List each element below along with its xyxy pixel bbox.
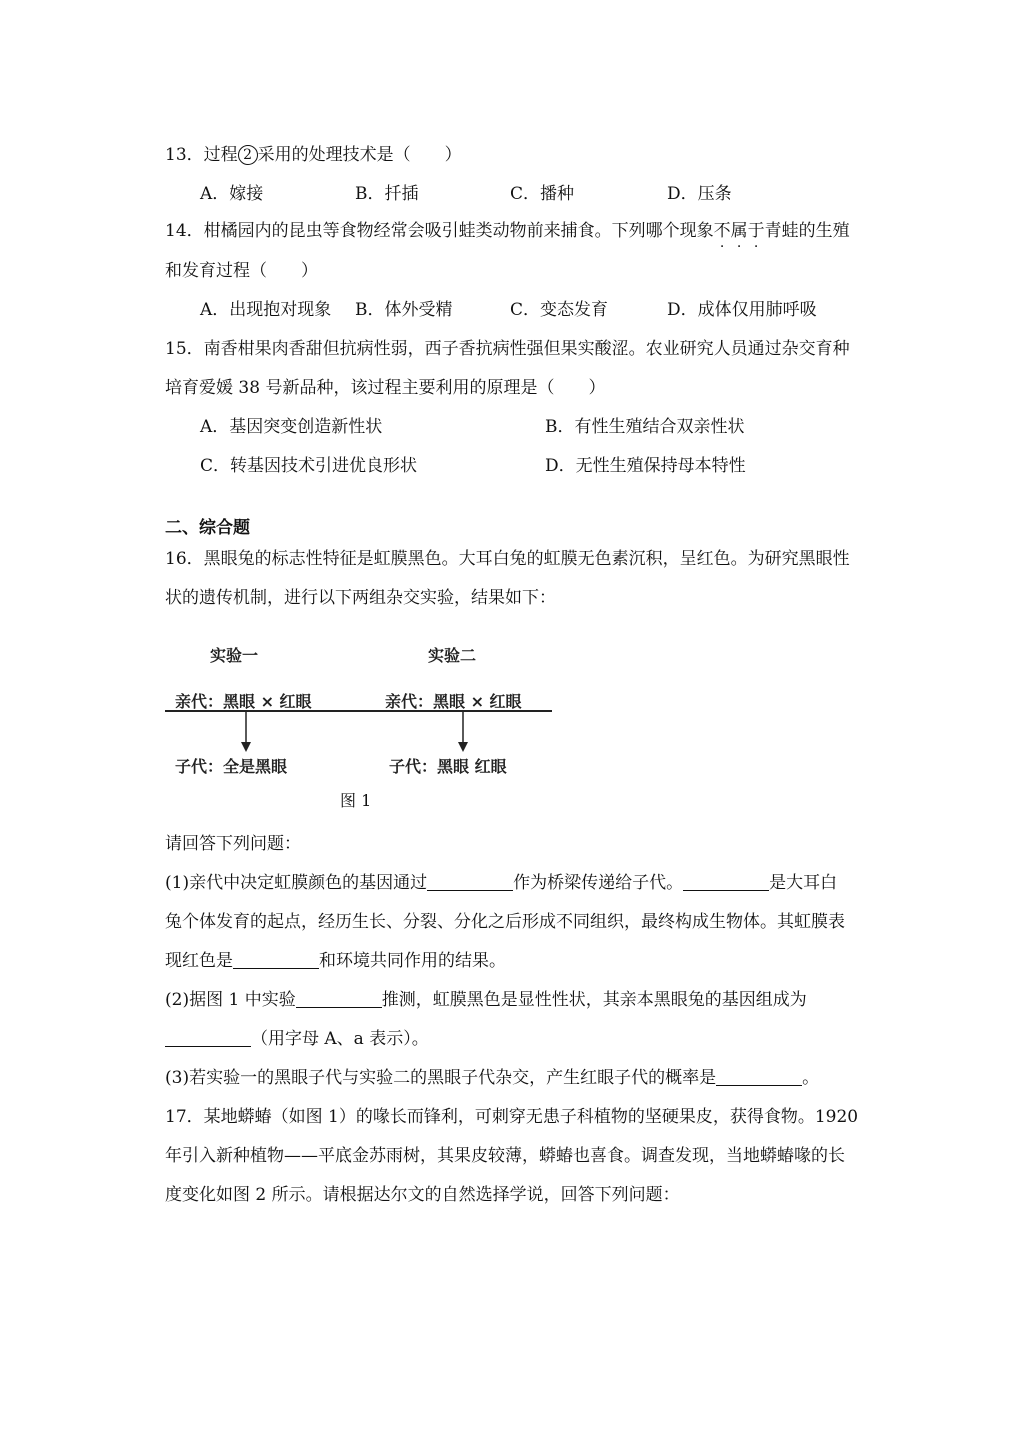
q14-option-b: B．体外受精 xyxy=(355,300,453,320)
q16-p3-a: (3)若实验一的黑眼子代与实验二的黑眼子代杂交，产生红眼子代的概率是 xyxy=(165,1068,717,1088)
q14-option-c: C．变态发育 xyxy=(510,300,609,320)
answer-blank[interactable] xyxy=(427,872,513,891)
q13-prefix: 13．过程 xyxy=(165,145,238,165)
q14-option-a: A．出现抱对现象 xyxy=(200,300,332,320)
q16-p1-a: (1)亲代中决定虹膜颜色的基因通过 xyxy=(165,873,428,893)
q13-option-a: A．嫁接 xyxy=(200,184,264,204)
section-heading: 二、综合题 xyxy=(165,518,250,538)
answer-blank[interactable] xyxy=(716,1067,802,1086)
q16-prompt: 请回答下列问题： xyxy=(165,834,301,854)
q14-emphasis-2: 属 xyxy=(730,221,748,241)
q14-line1-b: 青蛙的生殖 xyxy=(764,221,850,241)
q17-line3: 度变化如图 2 所示。请根据达尔文的自然选择学说，回答下列问题： xyxy=(165,1185,680,1205)
q16-p1-b: 作为桥梁传递给子代。 xyxy=(513,873,684,893)
q13-suffix: 采用的处理技术是（ ） xyxy=(257,145,462,165)
cross-diagram-lines xyxy=(160,708,560,758)
q16-p2-line2: （用字母 A、a 表示）。 xyxy=(251,1029,429,1049)
q16-line2: 状的遗传机制，进行以下两组杂交实验，结果如下： xyxy=(165,588,556,608)
answer-blank[interactable] xyxy=(683,872,769,891)
exp2-arrow-head xyxy=(458,742,468,752)
exp1-arrow-head xyxy=(241,742,251,752)
q15-line1: 15．南香柑果肉香甜但抗病性弱，西子香抗病性强但果实酸涩。农业研究人员通过杂交育种 xyxy=(165,339,850,359)
q16-part1-line2: 兔个体发育的起点，经历生长、分裂、分化之后形成不同组织，最终构成生物体。其虹膜表 xyxy=(165,912,845,932)
q16-part2-line1 xyxy=(165,988,807,1012)
q16-part1-line1 xyxy=(165,871,837,895)
exp1-title: 实验一 xyxy=(210,646,259,665)
q15-option-c: C．转基因技术引进优良形状 xyxy=(200,456,418,476)
q14-option-d: D．成体仅用肺呼吸 xyxy=(667,300,817,320)
q17-line2: 年引入新种植物——平底金苏雨树，其果皮较薄，蟒蝽也喜食。调查发现，当地蟒蝽喙的长 xyxy=(165,1146,845,1166)
q15-option-a: A．基因突变创造新性状 xyxy=(200,417,383,437)
q13-option-c: C．播种 xyxy=(510,184,575,204)
q13-option-d: D．压条 xyxy=(667,184,732,204)
circled-number-2: 2 xyxy=(238,145,258,165)
q16-part1-line3 xyxy=(165,949,506,973)
q14-line1 xyxy=(165,219,850,243)
figure-caption: 图 1 xyxy=(340,791,372,810)
q14-emphasis-1: 不 xyxy=(713,221,731,241)
q16-p1-c: 是大耳白 xyxy=(769,873,838,893)
q14-emphasis-3: 于 xyxy=(747,221,765,241)
q13-option-b: B．扦插 xyxy=(355,184,419,204)
answer-blank[interactable] xyxy=(296,989,382,1008)
q15-option-d: D．无性生殖保持母本特性 xyxy=(545,456,746,476)
q15-line2: 培育爱媛 38 号新品种，该过程主要利用的原理是（ ） xyxy=(165,378,606,398)
exp1-parent: 亲代：黑眼 × 红眼 xyxy=(175,692,312,711)
q16-part2-line2 xyxy=(165,1027,429,1051)
answer-blank[interactable] xyxy=(233,950,319,969)
exp2-title: 实验二 xyxy=(428,646,477,665)
exp1-child: 子代：全是黑眼 xyxy=(175,757,288,776)
q16-p1-line3-a: 现红色是 xyxy=(165,951,233,971)
q16-p1-line3-b: 和环境共同作用的结果。 xyxy=(319,951,506,971)
q14-line1-a: 14．柑橘园内的昆虫等食物经常会吸引蛙类动物前来捕食。下列哪个现象 xyxy=(165,221,714,241)
q17-line1: 17．某地蟒蝽（如图 1）的喙长而锋利，可刺穿无患子科植物的坚硬果皮，获得食物。1920 xyxy=(165,1107,859,1127)
q16-part3 xyxy=(165,1066,819,1090)
exp2-child: 子代：黑眼 红眼 xyxy=(389,757,507,776)
q15-option-b: B．有性生殖结合双亲性状 xyxy=(545,417,745,437)
exp2-parent: 亲代：黑眼 × 红眼 xyxy=(385,692,522,711)
answer-blank[interactable] xyxy=(165,1028,251,1047)
q16-p2-b: 推测，虹膜黑色是显性性状，其亲本黑眼兔的基因组成为 xyxy=(381,990,807,1010)
q14-line2: 和发育过程（ ） xyxy=(165,261,318,281)
q16-line1: 16．黑眼兔的标志性特征是虹膜黑色。大耳白兔的虹膜无色素沉积，呈红色。为研究黑眼性 xyxy=(165,549,850,569)
q16-p3-b: 。 xyxy=(802,1068,820,1088)
q16-p2-a: (2)据图 1 中实验 xyxy=(165,990,296,1010)
q13-stem xyxy=(165,143,462,167)
